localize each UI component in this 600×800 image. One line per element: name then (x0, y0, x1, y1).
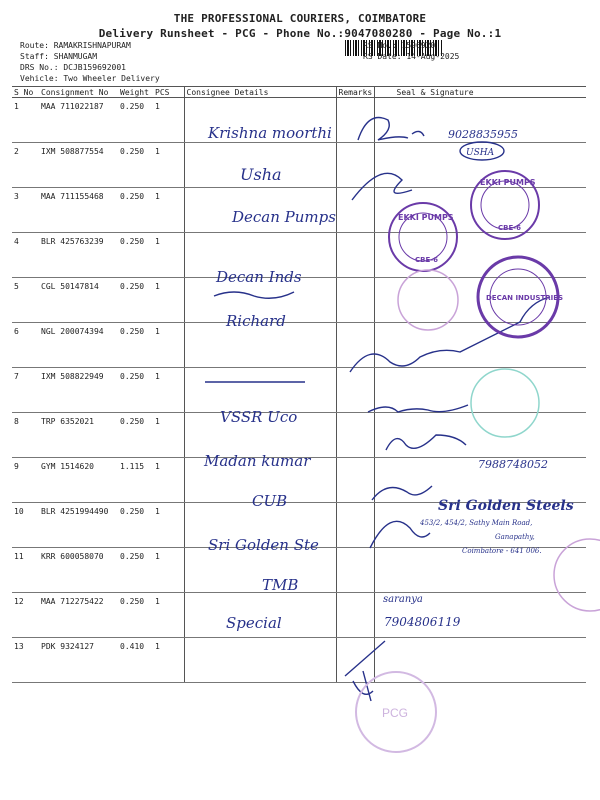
row-sno: 10 (12, 503, 39, 548)
remarks-cell (336, 548, 374, 593)
handwritten-name: Special (226, 614, 282, 632)
table-row (12, 413, 586, 458)
table-body (12, 98, 586, 683)
weight-value: 0.250 (118, 413, 153, 458)
vehicle-label: Vehicle: Two Wheeler Delivery (20, 74, 160, 83)
row-sno: 7 (12, 368, 39, 413)
handwritten-name: VSSR Uco (220, 408, 298, 426)
consignment-number: BLR 4251994490 (39, 503, 118, 548)
remarks-cell (336, 233, 374, 278)
consignee-cell (184, 278, 336, 323)
weight-value: 0.250 (118, 323, 153, 368)
consignment-number: MAA 712275422 (39, 593, 118, 638)
pcs-value: 1 (153, 323, 184, 368)
consignment-number: IXM 508877554 (39, 143, 118, 188)
handwritten-name: Madan kumar (204, 452, 311, 470)
consignee-cell (184, 638, 336, 683)
pcs-value: 1 (153, 458, 184, 503)
consignment-number: IXM 508822949 (39, 368, 118, 413)
weight-value: 0.250 (118, 548, 153, 593)
signature-name: saranya (383, 594, 423, 605)
handwritten-name: Decan Pumps (232, 208, 336, 226)
weight-value: 0.250 (118, 233, 153, 278)
signature-cell (374, 233, 586, 278)
remarks-cell (336, 143, 374, 188)
signature-cell (374, 458, 586, 503)
weight-value: 0.250 (118, 368, 153, 413)
table-header-row (12, 87, 586, 98)
stamp-text: DECAN INDUSTRIES (486, 294, 564, 302)
row-sno: 1 (12, 98, 39, 143)
consignee-cell (184, 458, 336, 503)
row-sno: 11 (12, 548, 39, 593)
consignment-number: MAA 711022187 (39, 98, 118, 143)
remarks-cell (336, 323, 374, 368)
signature-phone: 7988748052 (478, 458, 548, 471)
table-row (12, 593, 586, 638)
table-row (12, 233, 586, 278)
pcs-value: 1 (153, 98, 184, 143)
row-sno: 4 (12, 233, 39, 278)
row-sno: 5 (12, 278, 39, 323)
stamp-text: EKKI PUMPS (480, 178, 536, 187)
signature-cell (374, 593, 586, 638)
table-row (12, 458, 586, 503)
signature-cell (374, 188, 586, 233)
consignee-cell (184, 233, 336, 278)
pcs-value: 1 (153, 413, 184, 458)
consignee-cell (184, 593, 336, 638)
drs-number: DRS No.: DCJB159692001 (20, 63, 126, 72)
row-sno: 9 (12, 458, 39, 503)
col-header-weight: Weight (118, 87, 153, 98)
signature-cell (374, 503, 586, 548)
pcs-value: 1 (153, 188, 184, 233)
handwritten-name: Usha (240, 165, 282, 184)
consignee-cell (184, 323, 336, 368)
signature-cell (374, 98, 586, 143)
pcs-value: 1 (153, 503, 184, 548)
remarks-cell (336, 503, 374, 548)
signature-cell (374, 413, 586, 458)
col-header-consignment: Consignment No (39, 87, 118, 98)
runsheet-subtitle: Delivery Runsheet - PCG - Phone No.:9047080280 - Page No.:1 (98, 27, 502, 40)
row-sno: 3 (12, 188, 39, 233)
pcs-value: 1 (153, 368, 184, 413)
consignee-cell (184, 503, 336, 548)
table-row (12, 323, 586, 368)
weight-value: 0.250 (118, 503, 153, 548)
consignment-number: KRR 600058070 (39, 548, 118, 593)
stamp-text: PCG (382, 706, 409, 720)
row-sno: 12 (12, 593, 39, 638)
col-header-pcs: PCS (153, 87, 184, 98)
signature-cell (374, 638, 586, 683)
remarks-cell (336, 413, 374, 458)
pcs-value: 1 (153, 143, 184, 188)
stamp-ring (356, 672, 436, 752)
remarks-cell (336, 98, 374, 143)
weight-value: 0.250 (118, 593, 153, 638)
consignee-cell (184, 188, 336, 233)
row-sno: 13 (12, 638, 39, 683)
handwritten-name: Decan Inds (216, 268, 302, 286)
stamp-title: Sri Golden Steels (438, 498, 574, 514)
col-header-signature: Seal & Signature (374, 87, 586, 98)
handwritten-name: TMB (262, 576, 299, 594)
remarks-cell (336, 458, 374, 503)
col-header-remarks: Remarks (336, 87, 374, 98)
consignment-number: CGL 50147814 (39, 278, 118, 323)
pcs-value: 1 (153, 548, 184, 593)
table-row (12, 548, 586, 593)
signature-cell (374, 323, 586, 368)
signature-phone: 7904806119 (384, 615, 461, 629)
rs-number: RS No.: 1596920 (363, 41, 436, 50)
consignee-cell (184, 368, 336, 413)
col-header-sno: S No (12, 87, 39, 98)
row-sno: 2 (12, 143, 39, 188)
table-row (12, 278, 586, 323)
staff-label: Staff: SHANMUGAM (20, 52, 98, 61)
table-row (12, 503, 586, 548)
signature-phone: 9028835955 (448, 128, 518, 141)
remarks-cell (336, 188, 374, 233)
consignee-cell (184, 98, 336, 143)
company-title: THE PROFESSIONAL COURIERS, COIMBATORE (173, 12, 427, 25)
stamp-text: CBE-6 (498, 224, 522, 232)
consignment-number: TRP 6352021 (39, 413, 118, 458)
remarks-cell (336, 368, 374, 413)
handwritten-name: CUB (252, 492, 288, 510)
signature-cell (374, 278, 586, 323)
handwritten-name: Krishna moorthi (208, 124, 332, 142)
table-row (12, 143, 586, 188)
table-row (12, 98, 586, 143)
row-sno: 6 (12, 323, 39, 368)
remarks-cell (336, 278, 374, 323)
route-label: Route: RAMAKRISHNAPURAM (20, 41, 131, 50)
weight-value: 0.250 (118, 188, 153, 233)
weight-value: 1.115 (118, 458, 153, 503)
consignee-cell (184, 143, 336, 188)
rs-date: RS Date: 14-Aug-2025 (363, 52, 460, 61)
table-row (12, 638, 586, 683)
stamp-text: CBE-6 (415, 256, 439, 264)
remarks-cell (336, 638, 374, 683)
runsheet-table (12, 86, 586, 683)
remarks-cell (336, 593, 374, 638)
consignment-number: MAA 711155468 (39, 188, 118, 233)
weight-value: 0.250 (118, 278, 153, 323)
consignment-number: NGL 200074394 (39, 323, 118, 368)
stamp-address: 453/2, 454/2, Sathy Main Road, (420, 519, 533, 527)
pcs-value: 1 (153, 593, 184, 638)
weight-value: 0.250 (118, 143, 153, 188)
consignee-cell (184, 548, 336, 593)
handwritten-name: Richard (226, 312, 286, 330)
pcs-value: 1 (153, 278, 184, 323)
pcs-value: 1 (153, 233, 184, 278)
weight-value: 0.410 (118, 638, 153, 683)
stamp-address: Ganapathy, (495, 533, 535, 541)
stamp-address: Coimbatore - 641 006. (462, 547, 542, 555)
table-row (12, 188, 586, 233)
pcs-value: 1 (153, 638, 184, 683)
handwritten-name: Sri Golden Ste (208, 536, 319, 554)
row-sno: 8 (12, 413, 39, 458)
signature-cell (374, 548, 586, 593)
table-row (12, 368, 586, 413)
pcg-stamp (356, 672, 436, 752)
weight-value: 0.250 (118, 98, 153, 143)
consignment-number: GYM 1514620 (39, 458, 118, 503)
signature-cell (374, 143, 586, 188)
consignee-cell (184, 413, 336, 458)
stamp-text: EKKI PUMPS (398, 213, 454, 222)
consignment-number: PDK 9324127 (39, 638, 118, 683)
signature-cell (374, 368, 586, 413)
consignment-number: BLR 425763239 (39, 233, 118, 278)
signature-name: USHA (466, 148, 495, 158)
col-header-consignee: Consignee Details (184, 87, 336, 98)
